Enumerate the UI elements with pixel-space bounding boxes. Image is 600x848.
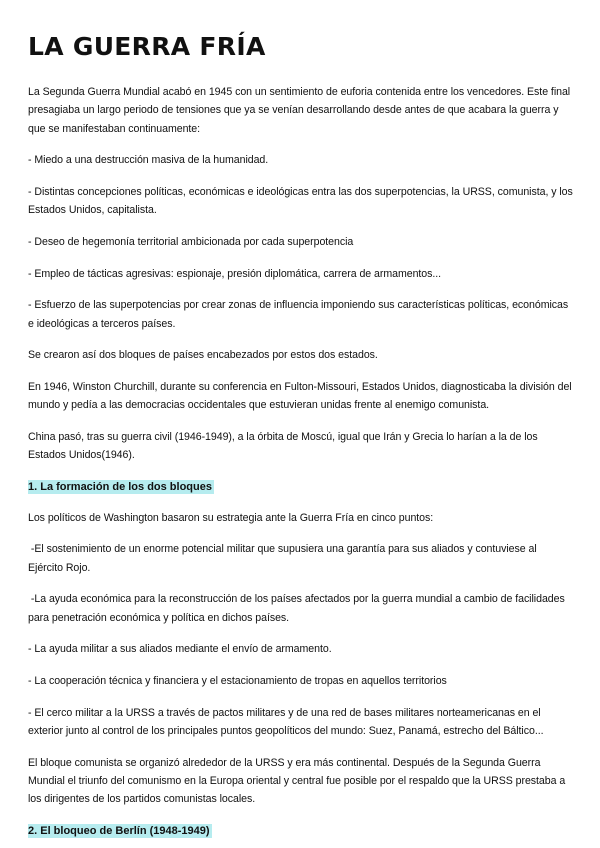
churchill-paragraph: En 1946, Winston Churchill, durante su conferencia en Fulton-Missouri, Estados Unidos, diagnosticaba la división del mundo y pedía a las democracias occidentales que estuvieran unidas frente al enemigo comunista. [28, 380, 572, 412]
tension-text: - Empleo de tácticas agresivas: espionaje, presión diplomática, carrera de armamentos... [28, 267, 442, 280]
strategy-point [28, 640, 573, 658]
tension-item [28, 183, 573, 220]
tension-text: - Deseo de hegemonía territorial ambicionada por cada superpotencia [28, 236, 354, 248]
tension-item [28, 296, 573, 333]
strategy-text: -La ayuda económica para la reconstrucción de los países afectados por la guerra mundial a cambio de facilidades para penetración económica y política en dichos países. [28, 593, 565, 624]
strategy-text: - La cooperación técnica y financiera y el estacionamiento de tropas en aquellos territorios [28, 674, 447, 687]
tension-text: - Miedo a una destrucción masiva de la humanidad. [28, 154, 269, 167]
strategy-point [28, 704, 573, 741]
intro-paragraph: La Segunda Guerra Mundial acabó en 1945 con un sentimiento de euforia contenida entre los vencedores. Este final presagiaba un largo periodo de tensiones que ya se venían desarrollando desde antes de que acabara la guerra y que se manifestaban continuamente: [28, 86, 571, 135]
strategy-point [28, 540, 573, 577]
strategy-point [28, 590, 573, 627]
section-2-heading-text: 2. El bloqueo de Berlín (1948-1949) [28, 824, 210, 837]
section-1-closing: El bloque comunista se organizó alrededor de la URSS y era más continental. Después de la Segunda Guerra Mundial el triunfo del comunismo en la Europa oriental y central fue posible por el respaldo que la URSS prestaba a los dirigentes de los partidos comunistas locales. [28, 756, 566, 806]
blocks-paragraph: Se crearon así dos bloques de países encabezados por estos dos estados. [28, 349, 378, 362]
page-title: LA GUERRA FRÍA [28, 32, 266, 61]
section-1-intro: Los políticos de Washington basaron su estrategia ante la Guerra Fría en cinco puntos: [28, 511, 434, 524]
tension-text: - Distintas concepciones políticas, económicas e ideológicas entra las dos superpotencias, la URSS, comunista, y los Estados Unidos, capitalista. [28, 186, 573, 217]
tension-item [28, 265, 573, 283]
section-1-heading [28, 478, 573, 496]
china-paragraph: China pasó, tras su guerra civil (1946-1949), a la órbita de Moscú, igual que Irán y Grecia lo harían a la de los Estados Unidos(1946). [28, 430, 538, 462]
strategy-text: - La ayuda militar a sus aliados mediante el envío de armamento. [28, 643, 332, 656]
section-1-heading-text: 1. La formación de los dos bloques [28, 480, 212, 493]
tension-text: - Esfuerzo de las superpotencias por crear zonas de influencia imponiendo sus características políticas, económicas e ideológicas a terceros países. [28, 299, 569, 330]
strategy-text: -El sostenimiento de un enorme potencial militar que supusiera una garantía para sus aliados y contuviese al Ejército Rojo. [28, 543, 537, 574]
strategy-point [28, 672, 573, 690]
tension-item [28, 233, 573, 251]
section-2-heading [28, 822, 573, 840]
strategy-text: - El cerco militar a la URSS a través de pactos militares y de una red de bases militares norteamericanas en el exterior junto al control de los principales puntos geopolíticos del mundo: Suez, Panamá, estrecho del Báltico... [28, 706, 544, 737]
tension-item [28, 151, 573, 169]
